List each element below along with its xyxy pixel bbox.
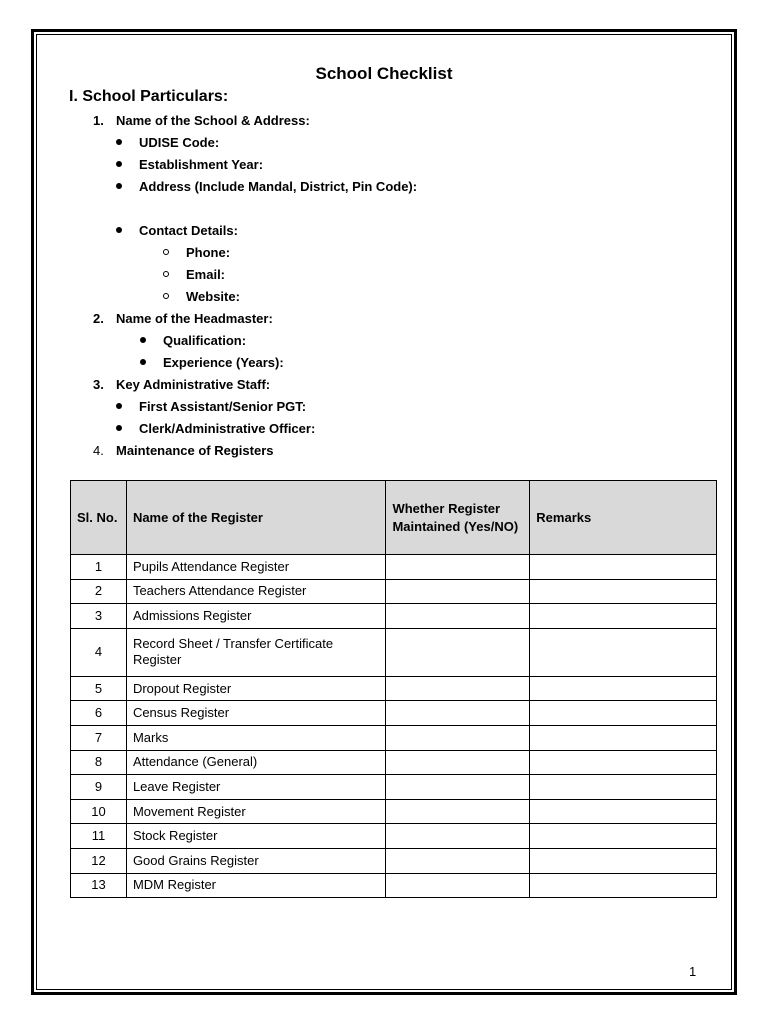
bullet-icon — [116, 425, 122, 431]
item-4-label: Maintenance of Registers — [116, 443, 274, 458]
table-row — [71, 873, 717, 898]
cell-maintained[interactable] — [386, 799, 530, 824]
cell-maintained[interactable] — [386, 824, 530, 849]
first-assistant-label: First Assistant/Senior PGT: — [139, 399, 307, 414]
page-number: 1 — [689, 964, 697, 979]
cell-maintained[interactable] — [386, 555, 530, 580]
item-1 — [93, 113, 310, 129]
cell-register-name: Record Sheet / Transfer Certificate Register — [126, 628, 386, 676]
cell-remarks[interactable] — [530, 750, 717, 775]
website-label: Website: — [186, 289, 240, 304]
address-label: Address (Include Mandal, District, Pin Code): — [139, 179, 418, 194]
cell-sl: 7 — [71, 725, 127, 750]
cell-remarks[interactable] — [530, 676, 717, 701]
registers-table — [70, 480, 717, 898]
cell-register-name: Movement Register — [126, 799, 386, 824]
cell-sl: 11 — [71, 824, 127, 849]
cell-sl: 9 — [71, 775, 127, 800]
bullet-icon — [116, 161, 122, 167]
item-3-number: 3. — [93, 377, 104, 392]
item-2-number: 2. — [93, 311, 104, 326]
cell-register-name: Marks — [126, 725, 386, 750]
item-2-label: Name of the Headmaster: — [116, 311, 273, 326]
table-row — [71, 725, 717, 750]
phone-label: Phone: — [186, 245, 231, 260]
cell-sl: 12 — [71, 848, 127, 873]
header-sl-no: Sl. No. — [71, 481, 127, 555]
item-1-label: Name of the School & Address: — [116, 113, 310, 128]
cell-maintained[interactable] — [386, 775, 530, 800]
table-header-row — [71, 481, 717, 555]
item-4 — [93, 443, 274, 459]
cell-maintained[interactable] — [386, 579, 530, 604]
email-label: Email: — [186, 267, 226, 282]
cell-maintained[interactable] — [386, 676, 530, 701]
cell-sl: 6 — [71, 701, 127, 726]
cell-register-name: Good Grains Register — [126, 848, 386, 873]
cell-remarks[interactable] — [530, 873, 717, 898]
udise-code-label: UDISE Code: — [139, 135, 220, 150]
experience-label: Experience (Years): — [163, 355, 284, 370]
cell-maintained[interactable] — [386, 750, 530, 775]
contact-details-label: Contact Details: — [139, 223, 238, 238]
cell-register-name: Attendance (General) — [126, 750, 386, 775]
header-maintained: Whether Register Maintained (Yes/NO) — [386, 481, 530, 555]
section-heading: I. School Particulars: — [69, 88, 229, 105]
bullet-icon — [140, 337, 146, 343]
table-row — [71, 848, 717, 873]
table-row — [71, 628, 717, 676]
cell-maintained[interactable] — [386, 725, 530, 750]
cell-register-name: Leave Register — [126, 775, 386, 800]
table-row — [71, 555, 717, 580]
cell-register-name: Dropout Register — [126, 676, 386, 701]
cell-remarks[interactable] — [530, 725, 717, 750]
table-row — [71, 701, 717, 726]
circle-bullet-icon — [163, 293, 169, 299]
cell-remarks[interactable] — [530, 799, 717, 824]
cell-remarks[interactable] — [530, 848, 717, 873]
cell-maintained[interactable] — [386, 628, 530, 676]
cell-sl: 10 — [71, 799, 127, 824]
cell-sl: 13 — [71, 873, 127, 898]
cell-sl: 2 — [71, 579, 127, 604]
cell-register-name: Stock Register — [126, 824, 386, 849]
cell-sl: 1 — [71, 555, 127, 580]
cell-register-name: Teachers Attendance Register — [126, 579, 386, 604]
table-row — [71, 775, 717, 800]
table-row — [71, 799, 717, 824]
cell-remarks[interactable] — [530, 628, 717, 676]
bullet-icon — [116, 139, 122, 145]
bullet-icon — [140, 359, 146, 365]
cell-register-name: MDM Register — [126, 873, 386, 898]
circle-bullet-icon — [163, 249, 169, 255]
cell-register-name: Admissions Register — [126, 604, 386, 629]
cell-maintained[interactable] — [386, 604, 530, 629]
bullet-icon — [116, 403, 122, 409]
clerk-label: Clerk/Administrative Officer: — [139, 421, 316, 436]
bullet-icon — [116, 183, 122, 189]
qualification-label: Qualification: — [163, 333, 247, 348]
cell-maintained[interactable] — [386, 848, 530, 873]
cell-remarks[interactable] — [530, 579, 717, 604]
cell-maintained[interactable] — [386, 873, 530, 898]
cell-register-name: Pupils Attendance Register — [126, 555, 386, 580]
cell-sl: 3 — [71, 604, 127, 629]
item-1-number: 1. — [93, 113, 104, 128]
cell-sl: 4 — [71, 628, 127, 676]
cell-register-name: Census Register — [126, 701, 386, 726]
establishment-year-label: Establishment Year: — [139, 157, 264, 172]
cell-remarks[interactable] — [530, 824, 717, 849]
item-3 — [93, 377, 271, 393]
table-row — [71, 579, 717, 604]
item-4-number: 4. — [93, 443, 104, 458]
table-row — [71, 750, 717, 775]
cell-remarks[interactable] — [530, 555, 717, 580]
cell-sl: 8 — [71, 750, 127, 775]
cell-maintained[interactable] — [386, 701, 530, 726]
table-row — [71, 604, 717, 629]
header-remarks: Remarks — [530, 481, 717, 555]
item-2 — [93, 311, 273, 327]
bullet-icon — [116, 227, 122, 233]
cell-sl: 5 — [71, 676, 127, 701]
table-row — [71, 676, 717, 701]
header-register-name: Name of the Register — [126, 481, 386, 555]
cell-remarks[interactable] — [530, 701, 717, 726]
cell-remarks[interactable] — [530, 604, 717, 629]
circle-bullet-icon — [163, 271, 169, 277]
table-row — [71, 824, 717, 849]
document-title: School Checklist — [315, 64, 453, 83]
item-3-label: Key Administrative Staff: — [116, 377, 271, 392]
cell-remarks[interactable] — [530, 775, 717, 800]
